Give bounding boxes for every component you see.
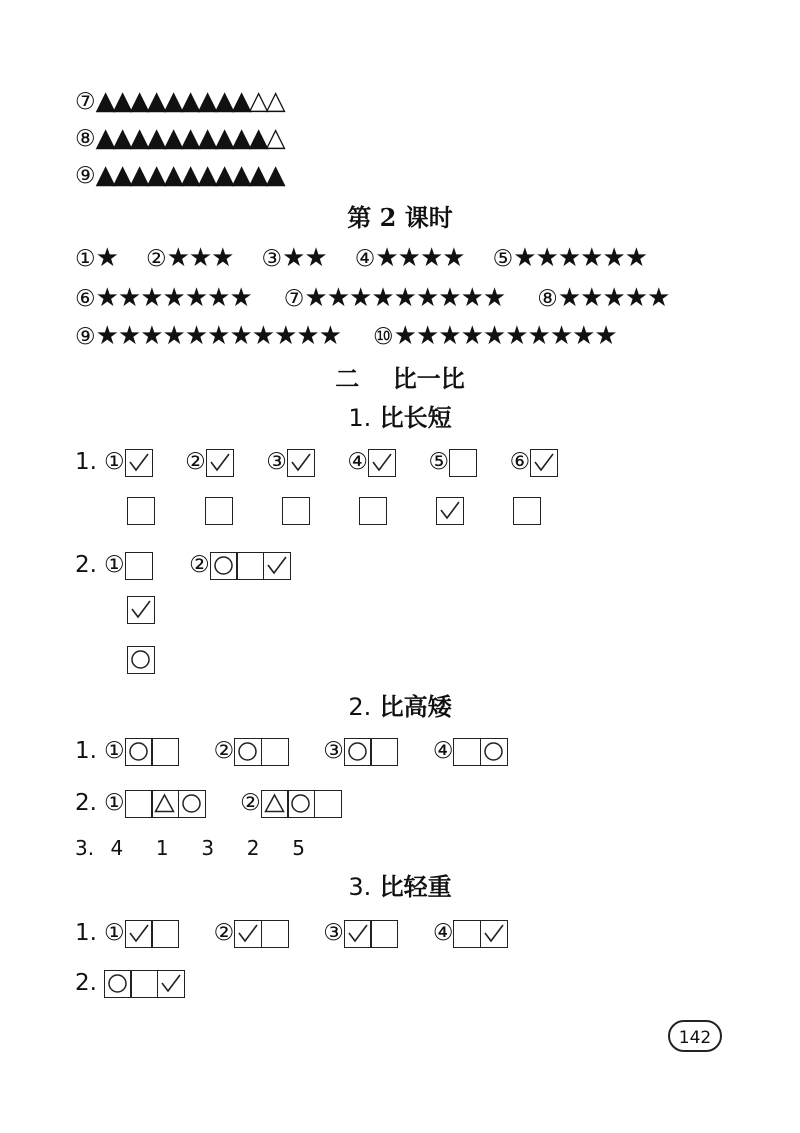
answer-box-triangle xyxy=(261,790,289,818)
star-item: ⑥★★★★★★★ xyxy=(75,283,252,313)
star-row-3 xyxy=(75,321,617,353)
check-icon xyxy=(288,450,313,475)
answer-box-circle xyxy=(104,970,132,998)
circle-icon xyxy=(288,791,313,816)
answer-box xyxy=(125,790,153,818)
circle-icon xyxy=(345,739,370,764)
check-icon xyxy=(126,450,151,475)
star-item: ④★★★★ xyxy=(354,243,465,273)
check-icon xyxy=(264,553,289,578)
answer-box-check xyxy=(125,449,153,477)
weight-heading: 3. 比轻重 xyxy=(348,872,452,901)
question-label: 2. xyxy=(75,970,97,996)
height-heading: 2. 比高矮 xyxy=(348,692,452,721)
answer-box-check xyxy=(127,596,155,624)
answer-box-circle xyxy=(210,552,238,580)
answer-box xyxy=(453,738,481,766)
answer-box-circle xyxy=(125,738,153,766)
answer-box-check xyxy=(157,970,185,998)
star-item: ⑨★★★★★★★★★★★ xyxy=(75,321,342,351)
circle-icon xyxy=(481,739,506,764)
height-q2-row: 2. ① ② xyxy=(75,788,340,819)
answer-box xyxy=(261,738,289,766)
weight-q1-row: 1. ① ② ③ ④ xyxy=(75,918,506,949)
answer-box-check xyxy=(234,920,262,948)
answer-box xyxy=(314,790,342,818)
answer-box-check xyxy=(480,920,508,948)
circle-icon xyxy=(128,647,153,672)
star-item: ⑤★★★★★★ xyxy=(492,243,648,273)
answer-box-check xyxy=(287,449,315,477)
answer-box-circle xyxy=(234,738,262,766)
check-icon xyxy=(126,921,151,946)
question-label: 1. xyxy=(75,920,97,946)
item-marker: ⑦ xyxy=(75,89,96,115)
question-label: 2. xyxy=(75,790,97,816)
answer-box-circle xyxy=(480,738,508,766)
answer-box-circle xyxy=(287,790,315,818)
star-item: ⑦★★★★★★★★★ xyxy=(283,283,506,313)
check-icon xyxy=(235,921,260,946)
answer-box-check xyxy=(344,920,372,948)
answer-box-check xyxy=(530,449,558,477)
triangle-row-7 xyxy=(75,86,283,118)
circle-icon xyxy=(211,553,236,578)
answer-box-check xyxy=(206,449,234,477)
question-label: 1. xyxy=(75,738,97,764)
answer-box-check xyxy=(368,449,396,477)
answer-box xyxy=(127,497,155,525)
length-q1-top-row: 1. ① ② ③ ④ ⑤ ⑥ xyxy=(75,447,557,478)
answer-box xyxy=(261,920,289,948)
unit-2-heading xyxy=(0,364,800,394)
triangle-glyphs: ▲▲▲▲▲▲▲▲▲▲△ xyxy=(95,123,283,153)
check-icon xyxy=(128,597,153,622)
answer-box-circle xyxy=(178,790,206,818)
answer-box xyxy=(236,552,264,580)
page-number-badge: 142 xyxy=(668,1020,722,1052)
length-heading: 1. 比长短 xyxy=(348,403,452,432)
question-label: 2. xyxy=(75,552,97,578)
triangle-icon xyxy=(262,791,287,816)
star-item: ①★ xyxy=(75,243,118,273)
check-icon xyxy=(345,921,370,946)
unit-number: 二 xyxy=(335,364,360,393)
item-marker: ⑧ xyxy=(75,126,96,152)
star-row-2 xyxy=(75,283,669,315)
check-icon xyxy=(158,971,183,996)
answer-box xyxy=(513,497,541,525)
circle-icon xyxy=(235,739,260,764)
star-row-1 xyxy=(75,243,647,275)
answer-box xyxy=(130,970,158,998)
check-icon xyxy=(481,921,506,946)
triangle-row-8 xyxy=(75,123,283,155)
check-icon xyxy=(207,450,232,475)
answer-box xyxy=(125,552,153,580)
answer-box xyxy=(370,920,398,948)
lesson-2-heading: 第 2 课时 xyxy=(347,203,453,232)
star-item: ⑧★★★★★ xyxy=(537,283,670,313)
answer-box xyxy=(151,920,179,948)
triangle-glyphs: ▲▲▲▲▲▲▲▲▲▲▲ xyxy=(95,160,283,190)
item-marker: ⑨ xyxy=(75,163,96,189)
triangle-row-9 xyxy=(75,160,283,192)
order-values: 4 1 3 2 5 xyxy=(110,836,305,860)
answer-box-check xyxy=(436,497,464,525)
answer-box xyxy=(151,738,179,766)
answer-box-check xyxy=(263,552,291,580)
star-item: ②★★★ xyxy=(145,243,234,273)
answer-box xyxy=(282,497,310,525)
weight-q2-row xyxy=(75,968,183,999)
unit-title: 比一比 xyxy=(392,364,465,393)
question-label: 3. xyxy=(75,836,95,860)
circle-icon xyxy=(179,791,204,816)
answer-box-circle xyxy=(127,646,155,674)
check-icon xyxy=(531,450,556,475)
answer-box xyxy=(205,497,233,525)
answer-box xyxy=(449,449,477,477)
triangle-glyphs: ▲▲▲▲▲▲▲▲▲△△ xyxy=(95,86,283,116)
triangle-icon xyxy=(152,791,177,816)
check-icon xyxy=(437,498,462,523)
circle-icon xyxy=(126,739,151,764)
check-icon xyxy=(369,450,394,475)
question-label: 1. xyxy=(75,449,97,475)
answer-box xyxy=(359,497,387,525)
length-q2-row: 2. ① ② xyxy=(75,550,289,581)
answer-box xyxy=(370,738,398,766)
circle-icon xyxy=(105,971,130,996)
height-q3-row xyxy=(75,833,305,863)
star-item: ⑩★★★★★★★★★★ xyxy=(373,321,617,351)
answer-box-check xyxy=(125,920,153,948)
answer-box-triangle xyxy=(151,790,179,818)
star-item: ③★★ xyxy=(261,243,327,273)
answer-box xyxy=(453,920,481,948)
height-q1-row: 1. ① ② ③ ④ xyxy=(75,736,506,767)
answer-box-circle xyxy=(344,738,372,766)
